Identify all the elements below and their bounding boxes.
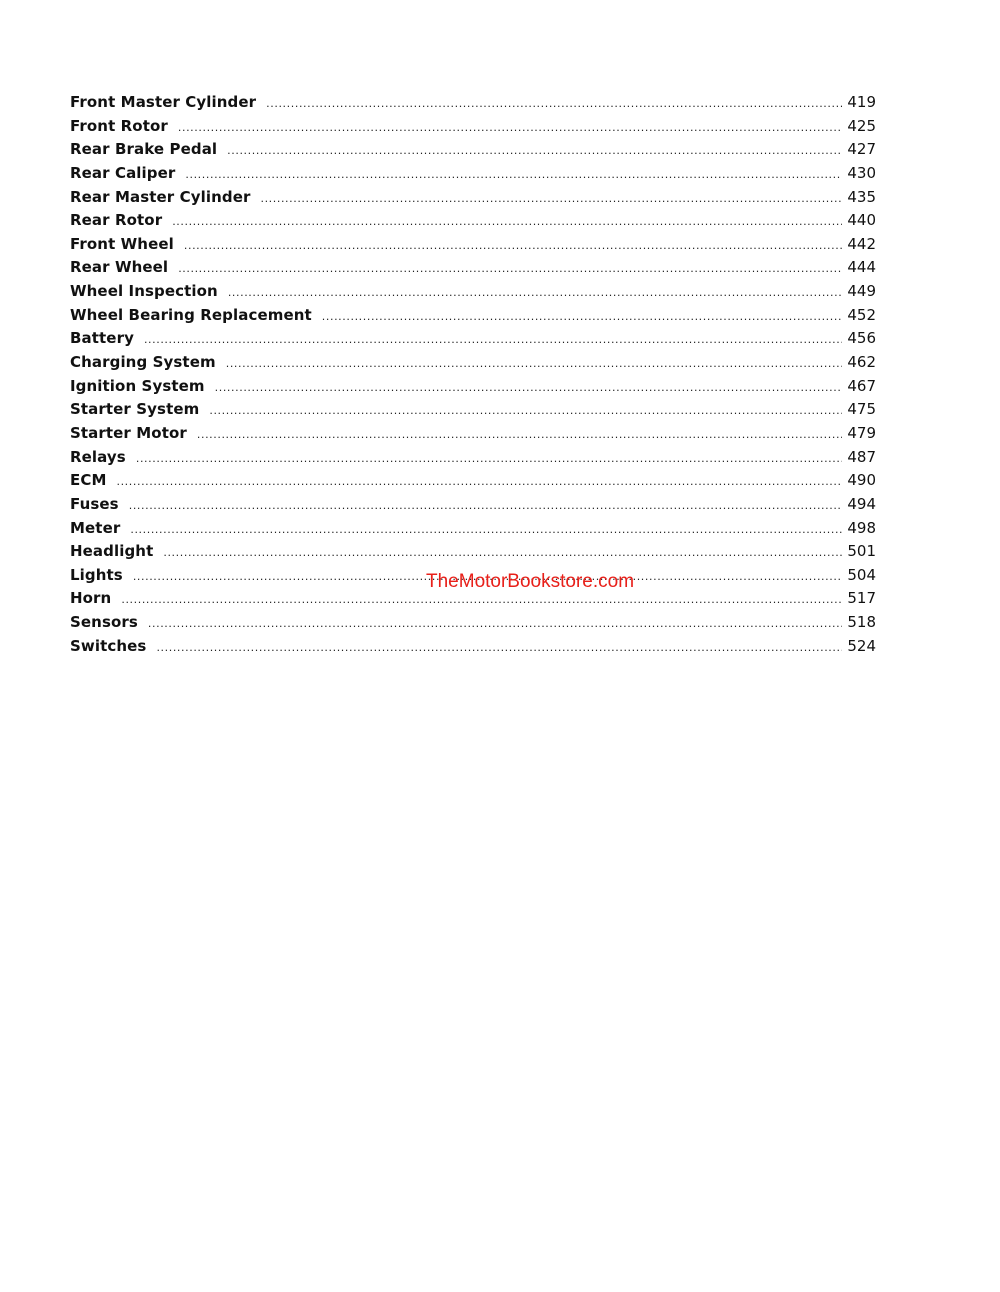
toc-entry-title: Starter System [70,400,200,419]
toc-entry-title: Rear Brake Pedal [70,140,218,159]
toc-entry[interactable] [70,375,876,399]
toc-entry-title: Battery [70,329,134,348]
toc-entry[interactable] [70,351,876,375]
toc-entry[interactable] [70,280,876,304]
toc-entry-page: 430 [847,163,876,182]
dot-leader [266,92,842,116]
toc-entry[interactable] [70,635,876,659]
toc-entry-page: 504 [847,565,876,584]
toc-entry-title: Rear Caliper [70,163,176,182]
toc-entry-page: 427 [847,140,876,159]
dot-leader [226,352,842,376]
toc-entry[interactable] [70,162,876,186]
dot-leader [172,210,842,234]
toc-entry-page: 517 [847,589,876,608]
toc-entry[interactable] [70,422,876,446]
toc-entry[interactable] [70,327,876,351]
toc-entry-page: 475 [847,400,876,419]
toc-entry[interactable] [70,398,876,422]
toc-entry-page: 494 [847,494,876,513]
toc-entry-page: 449 [847,282,876,301]
toc-entry-title: Ignition System [70,376,205,395]
toc-entry-page: 498 [847,518,876,537]
toc-entry-title: Wheel Bearing Replacement [70,305,312,324]
toc-entry[interactable] [70,446,876,470]
toc-entry-page: 444 [847,258,876,277]
toc-entry-page: 518 [847,613,876,632]
toc-entry-title: Starter Motor [70,423,187,442]
toc-entry-page: 490 [847,471,876,490]
watermark-text: TheMotorBookstore.com [426,571,635,592]
dot-leader [228,281,842,305]
toc-entry-title: Rear Master Cylinder [70,187,251,206]
dot-leader [136,447,842,471]
toc-entry-title: Relays [70,447,126,466]
toc-entry[interactable] [70,469,876,493]
toc-entry-title: Meter [70,518,121,537]
toc-entry[interactable] [70,115,876,139]
toc-entry[interactable] [70,186,876,210]
toc-entry[interactable] [70,256,876,280]
dot-leader [130,518,842,542]
dot-leader [144,328,842,352]
toc-entry-page: 425 [847,116,876,135]
toc-entry-page: 487 [847,447,876,466]
dot-leader [215,376,842,400]
toc-entry-title: ECM [70,471,107,490]
dot-leader [178,116,842,140]
dot-leader [260,187,842,211]
toc-entry-title: Sensors [70,613,138,632]
toc-entry-page: 479 [847,423,876,442]
toc-entry-page: 501 [847,542,876,561]
dot-leader [156,636,842,660]
toc-entry[interactable] [70,233,876,257]
dot-leader [227,139,842,163]
toc-entry-title: Charging System [70,353,216,372]
toc-entry-title: Switches [70,636,147,655]
toc-entry-title: Headlight [70,542,154,561]
dot-leader [148,612,842,636]
dot-leader [185,163,842,187]
toc-entry[interactable] [70,91,876,115]
toc-entry-title: Front Master Cylinder [70,93,257,111]
toc-entry-title: Front Rotor [70,116,168,135]
toc-entry-page: 467 [847,376,876,395]
toc-entry-title: Rear Wheel [70,258,169,277]
toc-entry[interactable] [70,540,876,564]
dot-leader [163,541,842,565]
toc-entry[interactable] [70,138,876,162]
toc-entry-page: 462 [847,353,876,372]
toc-entry-title: Rear Rotor [70,211,163,230]
toc-entry[interactable] [70,611,876,635]
toc-entry-page: 452 [847,305,876,324]
dot-leader [322,305,842,329]
dot-leader [129,494,842,518]
toc-entry-page: 442 [847,234,876,253]
toc-entry-page: 440 [847,211,876,230]
dot-leader [116,470,842,494]
toc-entry-page: 419 [847,93,876,111]
dot-leader [178,257,842,281]
toc-entry[interactable] [70,209,876,233]
toc-entry[interactable] [70,304,876,328]
toc-entry[interactable] [70,517,876,541]
toc-entry-title: Fuses [70,494,119,513]
dot-leader [209,399,842,423]
toc-entry-title: Horn [70,589,112,608]
toc-entry-page: 524 [847,636,876,655]
toc-entry-page: 456 [847,329,876,348]
dot-leader [184,234,842,258]
toc-entry-title: Wheel Inspection [70,282,218,301]
toc-entry-title: Lights [70,565,123,584]
toc-entry-title: Front Wheel [70,234,174,253]
toc-entry-page: 435 [847,187,876,206]
dot-leader [197,423,842,447]
toc-entry[interactable] [70,493,876,517]
